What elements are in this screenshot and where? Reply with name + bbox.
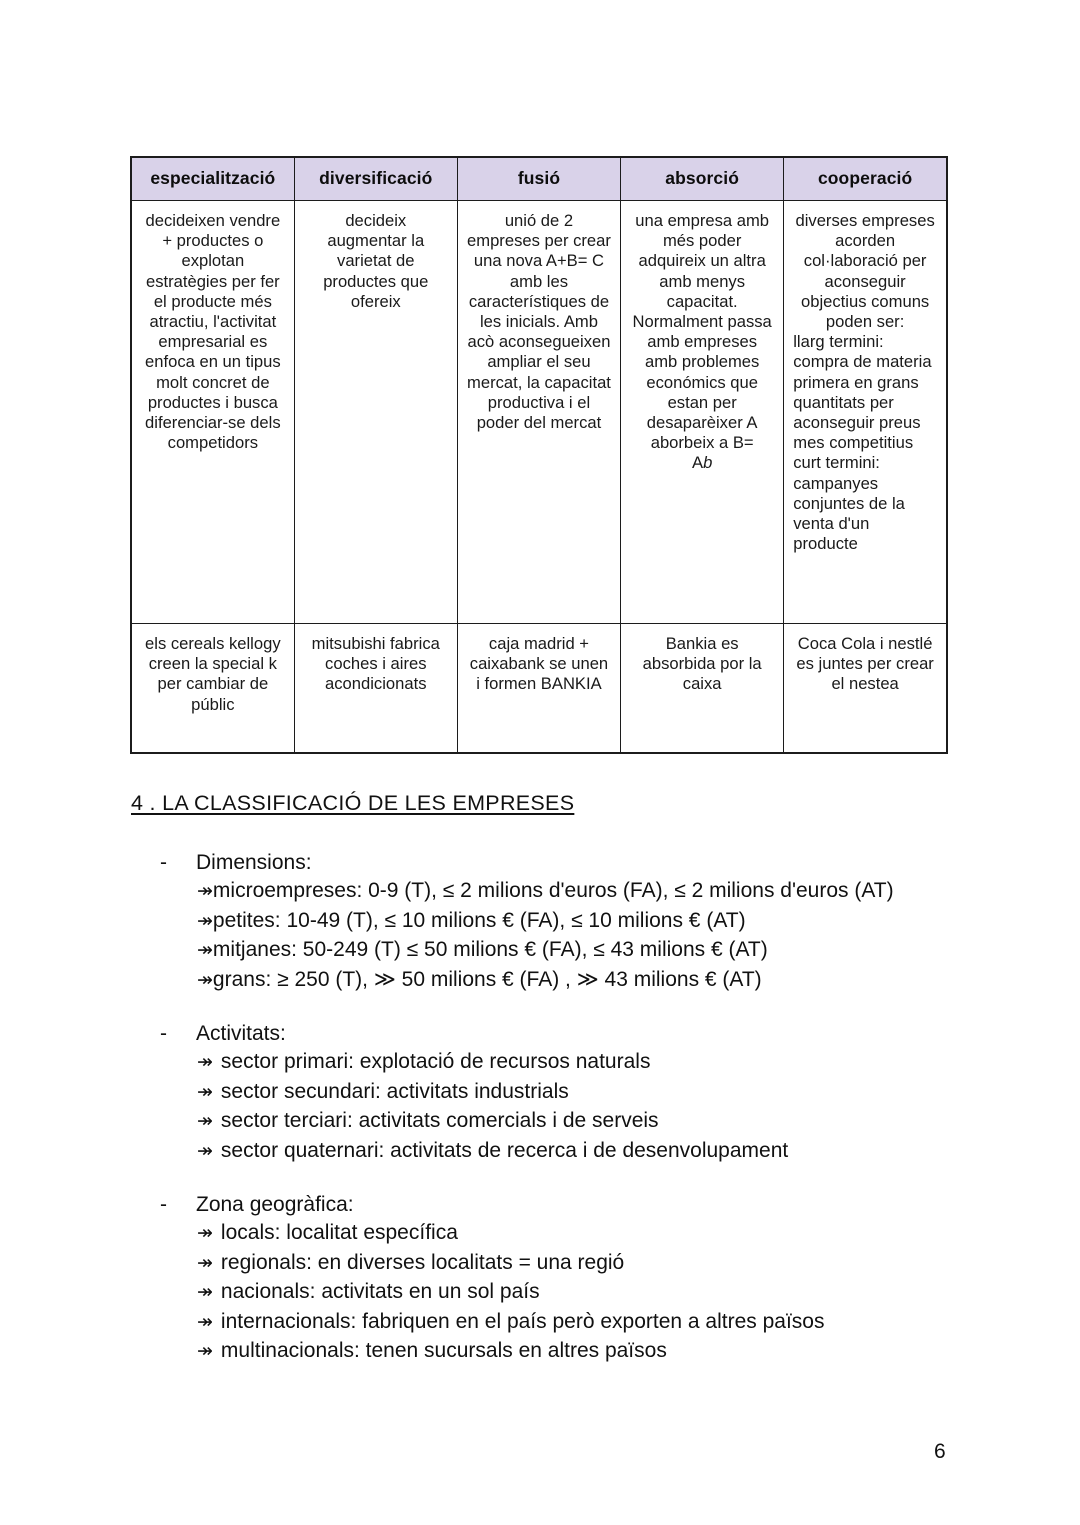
list-item [160, 1308, 1020, 1338]
cell-text-centered: diverses empreses acorden col·laboració per aconseguir objectius comuns poden ser: [795, 211, 935, 332]
arrow-bullet-icon: ↠ [197, 1311, 213, 1333]
outline-group-title: Activitats: [196, 1022, 286, 1045]
arrow-bullet-icon: ↠ [197, 1252, 213, 1274]
outline-group-dimensions [160, 848, 1020, 995]
arrow-bullet-icon: ↠ [197, 1223, 213, 1244]
outline-sublist [160, 1219, 1020, 1367]
section-heading: 4 . LA CLASSIFICACIÓ DE LES EMPRESES [131, 791, 575, 815]
page-number: 6 [934, 1440, 946, 1463]
table-header-row [131, 157, 947, 201]
arrow-bullet-icon: ↠ [197, 1111, 213, 1132]
list-item [160, 1249, 1020, 1279]
list-item [160, 936, 1020, 966]
cell-text: Coca Cola i nestlé es juntes per crear el nestea [796, 634, 934, 694]
list-item-label: microempreses: 0-9 (T), ≤ 2 milions d'euros (FA), ≤ 2 milions d'euros (AT) [212, 879, 894, 902]
cell-example-cooperacio [784, 624, 947, 754]
formula-italic-variable: b [703, 453, 713, 473]
dash-marker: - [160, 1193, 167, 1216]
list-item-label: multinacionals: tenen sucursals en altres països [220, 1339, 667, 1362]
cell-example-absorcio [621, 624, 784, 754]
list-item-label: mitjanes: 50-249 (T) ≤ 50 milions € (FA), ≤ 43 milions € (AT) [212, 938, 768, 961]
list-item [160, 1137, 1020, 1167]
list-item-label: sector quaternari: activitats de recerca i de desenvolupament [220, 1138, 789, 1162]
list-item [160, 1219, 1020, 1249]
outline-sublist [160, 877, 1020, 995]
formula-prefix: A [692, 453, 704, 473]
arrow-bullet-icon: ↠ [197, 940, 213, 961]
outline-sublist [160, 1048, 1020, 1166]
outline-group-activitats [160, 1019, 1020, 1166]
dash-marker: - [160, 1022, 167, 1045]
list-item [160, 1078, 1020, 1108]
list-item-label: locals: localitat específica [220, 1221, 458, 1244]
list-item [160, 907, 1020, 937]
table-row-examples [131, 624, 947, 754]
list-item [160, 1278, 1020, 1308]
business-growth-strategies-table [130, 156, 948, 754]
list-item [160, 1337, 1020, 1367]
arrow-bullet-icon: ↠ [197, 1081, 213, 1103]
list-item-label: internacionals: fabriquen en el país però exporten a altres països [220, 1309, 825, 1333]
list-item [160, 1107, 1020, 1137]
cell-formula [630, 453, 774, 473]
table-row-definitions [131, 201, 947, 624]
list-item-label: regionals: en diverses localitats = una regió [220, 1250, 625, 1274]
arrow-bullet-icon: ↠ [197, 910, 213, 932]
list-item-label: grans: ≥ 250 (T), ≫ 50 milions € (FA) , ≫ 43 milions € (AT) [212, 967, 762, 991]
list-item [160, 877, 1020, 907]
cell-definition-absorcio [621, 201, 784, 624]
arrow-bullet-icon: ↠ [197, 881, 213, 902]
cell-text: els cereals kellogy creen la special k per cambiar de públic [145, 634, 281, 714]
dash-marker: - [160, 851, 167, 874]
cell-example-diversificacio [294, 624, 457, 754]
arrow-bullet-icon: ↠ [197, 1140, 213, 1162]
outline-group-header [160, 1190, 1020, 1219]
cell-text: decideix augmentar la varietat de productes que ofereix [323, 211, 429, 311]
arrow-bullet-icon: ↠ [197, 1282, 213, 1303]
cell-text: caja madrid + caixabank se unen i formen BANKIA [469, 634, 609, 694]
list-item-label: nacionals: activitats en un sol país [220, 1280, 540, 1303]
cell-definition-fusio [457, 201, 620, 624]
cell-text: unió de 2 empreses per crear una nova A+B= C amb les característiques de les inicials. Amb acò aconsegueixen ampliar el seu mercat, la capacitat productiva i el poder del mercat [467, 211, 611, 433]
list-item [160, 966, 1020, 996]
column-header-fusio: fusió [457, 157, 620, 201]
column-header-cooperacio: cooperació [784, 157, 947, 201]
outline-group-title: Dimensions: [196, 851, 312, 874]
business-growth-strategies-table-container [130, 156, 948, 754]
classification-outline [160, 848, 1020, 1367]
cell-definition-diversificacio [294, 201, 457, 624]
column-header-especialitzacio: especialització [131, 157, 294, 201]
arrow-bullet-icon: ↠ [197, 1341, 213, 1362]
cell-text: Bankia es absorbida por la caixa [642, 634, 762, 694]
outline-group-title: Zona geogràfica: [196, 1193, 354, 1216]
cell-text-left: llarg termini: compra de materia primera en grans quantitats per aconseguir preus mes competitius curt termini: campanyes conjuntes de la venta d'un producte [793, 332, 932, 554]
column-header-diversificacio: diversificació [294, 157, 457, 201]
cell-text: mitsubishi fabrica coches i aires acondicionats [311, 634, 440, 694]
list-item-label: petites: 10-49 (T), ≤ 10 milions € (FA), ≤ 10 milions € (AT) [212, 908, 746, 932]
list-item [160, 1048, 1020, 1078]
list-item-label: sector secundari: activitats industrials [220, 1079, 569, 1103]
list-item-label: sector terciari: activitats comercials i de serveis [220, 1109, 659, 1132]
cell-example-especialitzacio [131, 624, 294, 754]
list-item-label: sector primari: explotació de recursos naturals [220, 1050, 651, 1073]
outline-group-header [160, 848, 1020, 877]
column-header-absorcio: absorció [621, 157, 784, 201]
arrow-bullet-icon: ↠ [197, 1052, 213, 1073]
cell-text: una empresa amb més poder adquireix un altra amb menys capacitat. Normalment passa amb empreses amb problemes económics que estan per desaparèixer A aborbeix a B= [632, 211, 772, 453]
outline-group-header [160, 1019, 1020, 1048]
outline-group-zona-geografica [160, 1190, 1020, 1367]
cell-text: decideixen vendre + productes o explotan estratègies per fer el producte més atractiu, l'activitat empresarial es enfoca en un tipus molt concret de productes i busca diferenciar-se dels competidors [145, 211, 281, 453]
arrow-bullet-icon: ↠ [197, 969, 213, 991]
cell-definition-especialitzacio [131, 201, 294, 624]
cell-example-fusio [457, 624, 620, 754]
cell-definition-cooperacio [784, 201, 947, 624]
